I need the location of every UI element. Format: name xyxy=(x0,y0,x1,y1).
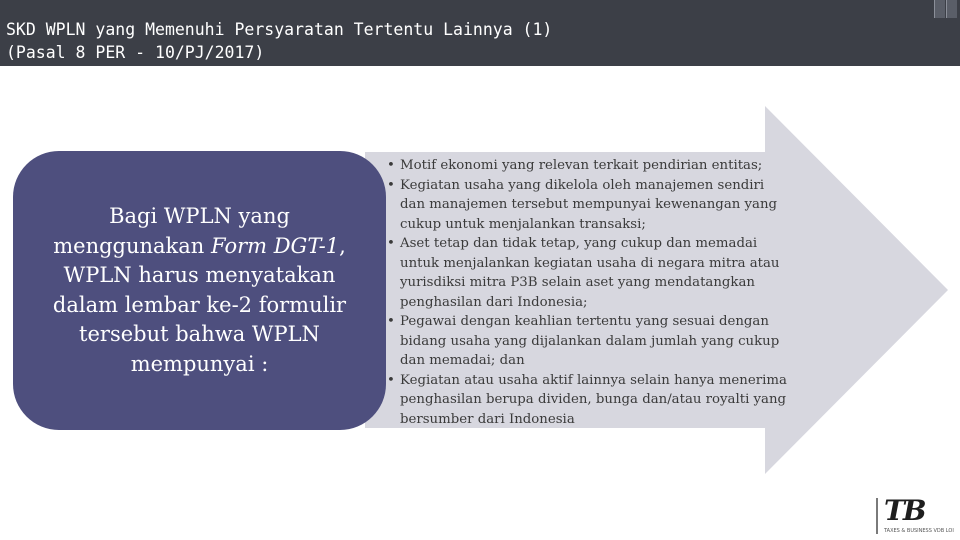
bullet-icon: • xyxy=(387,177,395,193)
callout-line: Bagi WPLN yang xyxy=(109,204,290,228)
bullet-icon: • xyxy=(387,236,395,251)
logo xyxy=(876,494,952,538)
list-item-line: penghasilan dari Indonesia; xyxy=(400,294,588,310)
left-callout-box xyxy=(13,151,386,430)
form-name: Form DGT-1 xyxy=(211,233,340,258)
callout-text: menggunakan xyxy=(53,233,212,258)
list-item-line: Aset tetap dan tidak tetap, yang cukup dan memadai xyxy=(400,236,758,251)
list-item-line: bidang usaha yang dijalankan dalam jumlah yang cukup xyxy=(400,333,780,349)
list-item-line: dan manajemen tersebut mempunyai kewenangan yang xyxy=(400,197,778,212)
list-item-line: Kegiatan usaha yang dikelola oleh manajemen sendiri xyxy=(400,177,765,193)
bullet-icon: • xyxy=(387,158,395,173)
list-item-text xyxy=(400,234,807,312)
list-item-line: untuk menjalankan kegiatan usaha di negara mitra atau xyxy=(400,255,780,271)
list-item xyxy=(387,234,807,312)
callout-line: tersebut bahwa WPLN xyxy=(79,322,320,346)
bullet-icon: • xyxy=(387,314,395,329)
slide-title: SKD WPLN yang Memenuhi Persyaratan Tertentu Lainnya (1) xyxy=(6,20,553,39)
list-item-text xyxy=(400,156,807,176)
list-item-text xyxy=(400,312,807,371)
callout-line: WPLN harus menyatakan xyxy=(63,263,336,287)
bullet-icon: • xyxy=(387,372,395,388)
logo-mark: TB xyxy=(884,494,925,527)
list-item-line: bersumber dari Indonesia xyxy=(400,411,575,427)
callout-line: mempunyai : xyxy=(130,351,269,376)
list-item xyxy=(387,176,807,235)
list-item-line: yurisdiksi mitra P3B selain aset yang mendatangkan xyxy=(400,275,755,290)
requirements-list xyxy=(387,156,807,429)
logo-subtext: TAXES & BUSINESS VDB LOI xyxy=(884,528,954,534)
list-item-line: cukup untuk menjalankan transaksi; xyxy=(400,216,646,232)
list-item-line: Motif ekonomi yang relevan terkait pendirian entitas; xyxy=(400,158,763,173)
callout-text: , xyxy=(339,233,346,258)
list-item xyxy=(387,312,807,371)
slide-subtitle: (Pasal 8 PER - 10/PJ/2017) xyxy=(6,43,265,62)
list-item-text xyxy=(400,176,807,235)
list-item-line: Kegiatan atau usaha aktif lainnya selain hanya menerima xyxy=(400,372,787,388)
callout-line xyxy=(40,232,360,262)
logo-divider xyxy=(876,498,878,534)
list-item-line: dan memadai; dan xyxy=(400,353,525,368)
callout-line: dalam lembar ke-2 formulir xyxy=(52,292,347,317)
left-callout-text xyxy=(40,202,360,379)
list-item-line: penghasilan berupa dividen, bunga dan/atau royalti yang xyxy=(400,392,787,407)
list-item-text xyxy=(400,371,807,430)
list-item xyxy=(387,371,807,430)
list-item xyxy=(387,156,807,176)
list-item-line: Pegawai dengan keahlian tertentu yang sesuai dengan xyxy=(400,314,769,329)
